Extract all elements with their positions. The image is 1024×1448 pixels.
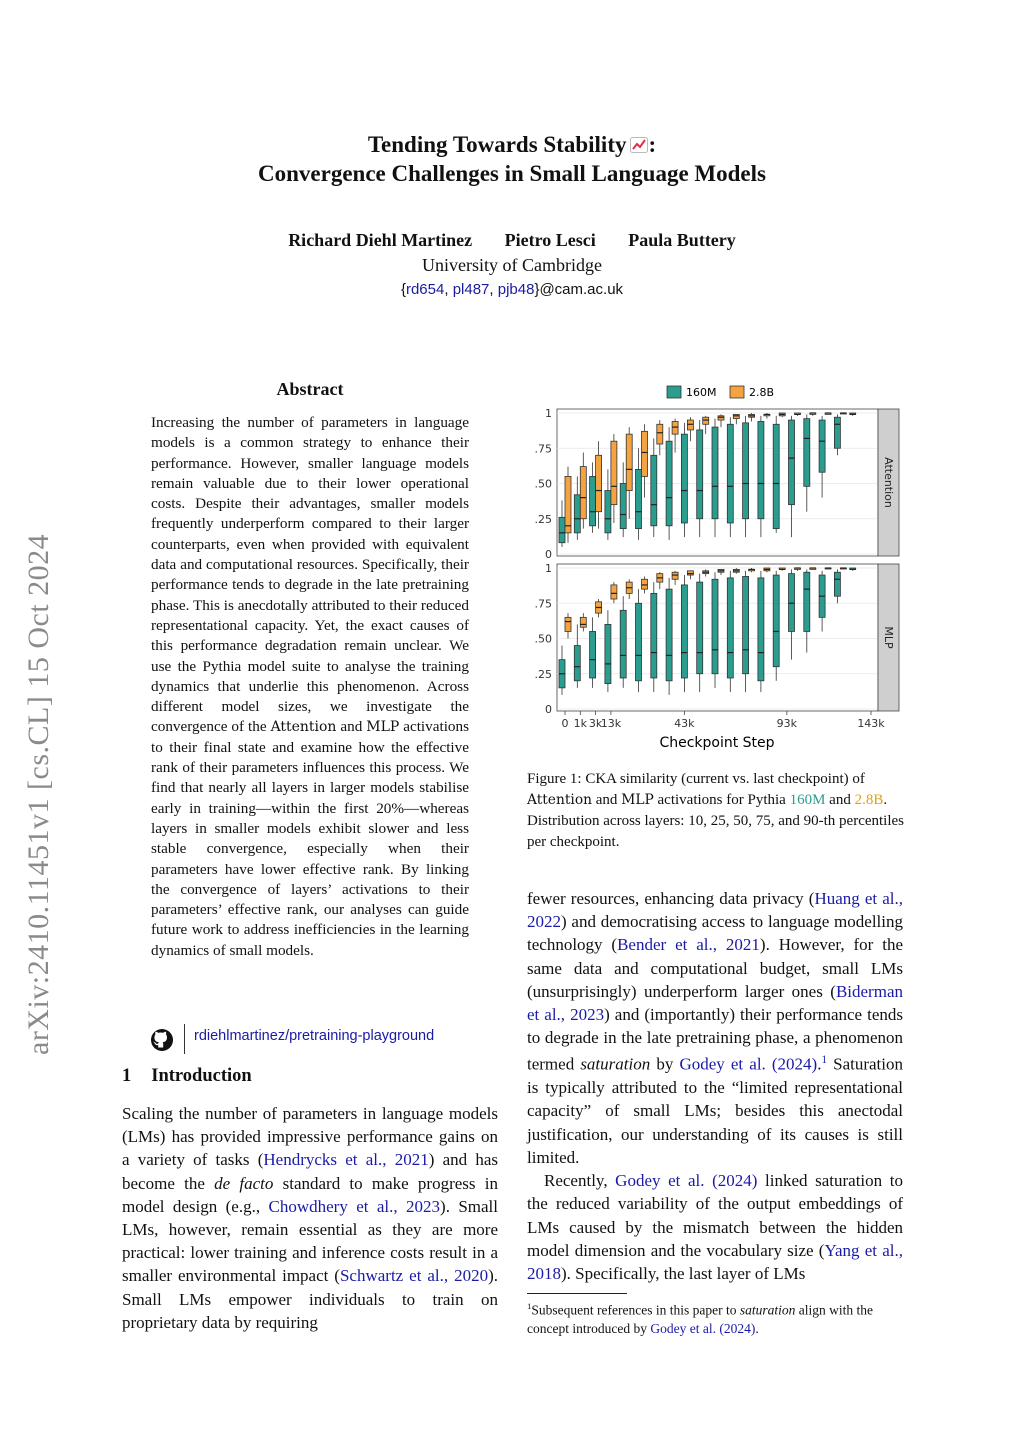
- caption-text: and: [595, 792, 618, 808]
- citation-link[interactable]: Chowdhery et al., 2023: [268, 1196, 441, 1216]
- box-body: [666, 589, 672, 681]
- box-2-8b: [565, 467, 571, 543]
- box-body: [681, 434, 687, 523]
- x-tick-label: 1k: [573, 717, 587, 730]
- citation-link[interactable]: Godey et al. (2024): [650, 1320, 756, 1336]
- box-body: [712, 427, 718, 519]
- box-body: [819, 420, 825, 472]
- caption-model-160m: 160M: [789, 792, 826, 808]
- box-body: [642, 431, 648, 476]
- box-body: [703, 417, 709, 424]
- box-body: [636, 603, 642, 681]
- box-body: [611, 441, 617, 504]
- text: Saturation is typically attributed to the “limited representational capacity” of small LMs; besides this anectodal justification, our understanding of its causes is still limited.: [527, 1055, 904, 1167]
- box-body: [758, 421, 764, 518]
- figure-1-chart: [525, 380, 910, 752]
- box-body: [651, 593, 657, 678]
- body-paragraph: [527, 887, 903, 1169]
- y-tick-label: .75: [534, 597, 552, 611]
- footnote-rule: [527, 1293, 627, 1294]
- paper-title: [0, 130, 1024, 188]
- box-body: [687, 571, 693, 575]
- caption-term-mlp: MLP: [621, 792, 654, 808]
- text: ). Small LMs, however, remain essential as they are more practical: lower training and inference costs result in a smaller environmental impact (: [122, 1196, 498, 1286]
- box-160m: [758, 416, 764, 537]
- box-body: [605, 624, 611, 683]
- author-emails: {rd654, pl487, pjb48}@cam.ac.uk: [400, 281, 624, 298]
- footnote-text: .: [755, 1320, 759, 1336]
- y-tick-label: 0: [545, 703, 552, 716]
- x-tick-label: 13k: [600, 717, 622, 730]
- abstract-body: [151, 413, 469, 961]
- box-2-8b: [840, 568, 846, 569]
- box-2-8b: [810, 568, 816, 569]
- email-brace: {: [400, 281, 406, 298]
- box-body: [789, 420, 795, 505]
- y-tick-label: 1: [545, 562, 552, 575]
- author-name: Paula Buttery: [628, 230, 736, 250]
- box-body: [758, 578, 764, 681]
- box-160m: [743, 571, 749, 692]
- box-body: [565, 476, 571, 532]
- x-tick-label: 43k: [674, 717, 695, 730]
- footnote-marker[interactable]: 1: [821, 1054, 828, 1067]
- box-body: [804, 572, 810, 631]
- text: ). However, for the same data and computational budget, small LMs (unsurprisingly) underperform larger ones (: [527, 935, 903, 1001]
- section-title: Introduction: [151, 1066, 252, 1086]
- y-tick-label: 0: [545, 548, 552, 561]
- box-body: [834, 572, 840, 596]
- citation-link[interactable]: Hendrycks et al., 2021: [263, 1150, 429, 1170]
- box-160m: [666, 578, 672, 695]
- box-2-8b: [840, 413, 846, 414]
- text: ) and has become the: [122, 1150, 498, 1193]
- citation-link[interactable]: Schwartz et al., 2020: [339, 1266, 489, 1286]
- caption-text: activations for Pythia: [657, 792, 786, 808]
- box-body: [620, 484, 626, 529]
- caption-model-2-8b: 2.8B: [854, 792, 884, 808]
- divider: [184, 1024, 185, 1054]
- box-body: [718, 416, 724, 420]
- title-line-1: Tending Towards Stability: [367, 132, 627, 157]
- emphasis: de facto: [214, 1173, 274, 1193]
- box-160m: [620, 596, 626, 688]
- box-body: [620, 610, 626, 678]
- email-link[interactable]: pjb48: [497, 281, 535, 298]
- text: ). Small LMs empower individuals to train on proprietary data by requiring: [122, 1266, 498, 1332]
- box-160m: [743, 416, 749, 537]
- abstract-heading: Abstract: [276, 379, 344, 399]
- box-body: [727, 424, 733, 523]
- box-body: [590, 476, 596, 525]
- box-body: [681, 585, 687, 678]
- box-160m: [773, 571, 779, 681]
- footnote-text: Subsequent references in this paper to: [531, 1302, 740, 1318]
- legend-swatch-2-8b: [730, 386, 744, 398]
- abstract-text: and: [340, 718, 363, 736]
- figure-caption: [527, 769, 905, 853]
- arxiv-side-label: arXiv:2410.11451v1 [cs.CL] 15 Oct 2024: [22, 533, 55, 1055]
- box-body: [733, 414, 739, 418]
- box-body: [559, 517, 565, 542]
- x-tick-label: 0: [561, 717, 569, 730]
- legend-label-160m: 160M: [686, 386, 717, 399]
- caption-term-attention: Attention: [527, 792, 593, 808]
- legend-label-2-8b: 2.8B: [749, 386, 775, 399]
- box-body: [596, 455, 602, 511]
- box-body: [773, 575, 779, 667]
- body-paragraph: [527, 1169, 903, 1285]
- box-160m: [727, 571, 733, 692]
- footnote: [527, 1297, 905, 1338]
- box-160m: [681, 575, 687, 692]
- author-list: [0, 230, 1024, 251]
- chart-legend: [667, 386, 774, 399]
- author-name: Pietro Lesci: [504, 230, 596, 250]
- intro-paragraph: [122, 1102, 498, 1334]
- box-2-8b: [825, 413, 831, 414]
- abstract-text: Increasing the number of parameters in language models is a common strategy to enhance their performance. However, smaller language models remain valuable due to their lower operational costs. Despite their advantages, smaller models frequently underperform compared to their larger counterparts, even when provided with equivalent data and computational resources. Specifically, their performance tends to degrade in the late pretraining phase. This is anecdotally attributed to their reduced representational capacity. Yet, the exact causes of this performance degradation remain unclear. We use the Pythia model suite to analyse the training dynamics that underlie this phenomenon. Across different model sizes, we investigate the convergence of the: [151, 414, 469, 736]
- emphasis: saturation: [580, 1055, 651, 1075]
- text: .: [817, 1055, 822, 1075]
- box-160m: [651, 582, 657, 692]
- text: Scaling the number of parameters in language models (LMs) has provided impressive performance gains on a variety of tasks (: [122, 1104, 498, 1170]
- emphasis: saturation: [739, 1302, 796, 1318]
- y-tick-label: .50: [534, 477, 552, 491]
- x-tick-label: 143k: [857, 717, 885, 730]
- box-body: [590, 631, 596, 678]
- caption-text: . Distribution across layers: 10, 25, 50, 75, and 90-th percentiles per checkpoint.: [527, 792, 905, 850]
- affiliation: University of Cambridge: [422, 255, 602, 275]
- y-tick-label: .75: [534, 442, 552, 456]
- email-link[interactable]: pl487: [452, 281, 490, 298]
- box-body: [605, 491, 611, 533]
- citation-link[interactable]: Huang et al., 2022: [527, 889, 903, 932]
- box-body: [789, 574, 795, 632]
- text: ) and democratising access to language modelling technology (: [527, 912, 903, 955]
- legend-swatch-160m: [667, 386, 681, 398]
- chart-emoji-icon: [630, 137, 648, 153]
- text: by: [650, 1055, 680, 1075]
- y-tick-label: .25: [534, 667, 552, 681]
- text: ). Specifically, the last layer of LMs: [561, 1263, 806, 1283]
- box-160m: [773, 416, 779, 533]
- x-tick-label: 3k: [588, 717, 603, 730]
- panel-strip-label: MLP: [882, 626, 895, 649]
- box-body: [672, 421, 678, 434]
- footnote-text: align with the concept introduced by: [527, 1302, 873, 1336]
- box-body: [642, 579, 648, 589]
- right-column-body: [527, 887, 903, 1285]
- citation-link[interactable]: Godey et al. (2024): [615, 1171, 758, 1191]
- text: standard to make progress in model design (e.g.,: [122, 1173, 498, 1216]
- box-160m: [666, 427, 672, 540]
- box-body: [611, 585, 617, 599]
- y-tick-label: .25: [534, 512, 552, 526]
- box-160m: [758, 571, 764, 692]
- caption-text: and: [829, 792, 851, 808]
- box-body: [834, 417, 840, 448]
- text: linked saturation to the reduced variability of the output embeddings of LMs caused by the mismatch between the hidden model dimension and the vocabulary size (: [527, 1171, 903, 1260]
- y-tick-label: .50: [534, 632, 552, 646]
- abstract-text: activations to their final state and examine how the effective rank of their parameters influences this process. We find that nearly all layers in larger models stabilise early in training—within the first 20%—whereas layers in smaller models exhibit slower and less stable convergence, especially when their parameters have lower effective rank. By linking the convergence of layers’ activations to their parameters’ effective rank, our analyses can guide future work to address inefficiencies in the learning dynamics of small models.: [151, 718, 470, 959]
- repo-link[interactable]: rdiehlmartinez/pretraining-playground: [194, 1028, 435, 1044]
- x-tick-label: 93k: [776, 717, 798, 730]
- caption-text: Figure 1: CKA similarity (current vs. last checkpoint) of: [527, 771, 865, 787]
- box-160m: [727, 417, 733, 537]
- box-2-8b: [825, 568, 831, 569]
- panel-strip-label: Attention: [882, 457, 895, 508]
- box-160m: [636, 589, 642, 692]
- y-tick-label: 1: [545, 407, 552, 420]
- repo-link-row[interactable]: [150, 1022, 480, 1054]
- github-icon: [150, 1028, 174, 1052]
- box-body: [727, 578, 733, 678]
- box-body: [712, 579, 718, 673]
- box-body: [574, 495, 580, 533]
- box-body: [804, 419, 810, 487]
- box-160m: [712, 572, 718, 688]
- box-body: [697, 582, 703, 674]
- box-body: [574, 646, 580, 681]
- box-body: [657, 424, 663, 444]
- box-body: [580, 617, 586, 627]
- box-body: [626, 434, 632, 490]
- box-body: [697, 430, 703, 519]
- box-body: [743, 423, 749, 519]
- box-body: [666, 441, 672, 526]
- citation-link[interactable]: Bender et al., 2021: [617, 935, 760, 955]
- text: Recently,: [544, 1171, 616, 1191]
- email-link[interactable]: rd654: [405, 281, 445, 298]
- abstract-term-attention: Attention: [270, 719, 337, 736]
- panel-attention: [535, 407, 900, 561]
- box-body: [773, 424, 779, 528]
- title-line-1-suffix: :: [648, 132, 657, 157]
- box-body: [636, 469, 642, 528]
- citation-link[interactable]: Biderman et al., 2023: [527, 981, 903, 1025]
- panel-mlp: [535, 562, 900, 716]
- box-body: [743, 576, 749, 673]
- citation-link[interactable]: Yang et al., 2018: [527, 1240, 903, 1283]
- section-heading: [122, 1066, 252, 1087]
- box-body: [672, 572, 678, 579]
- box-body: [651, 455, 657, 526]
- box-body: [565, 617, 571, 631]
- email-domain: }@cam.ac.uk: [534, 281, 624, 298]
- author-name: Richard Diehl Martinez: [288, 230, 473, 250]
- abstract-term-mlp: MLP: [366, 719, 400, 736]
- citation-link[interactable]: Godey et al. (2024): [679, 1055, 818, 1075]
- text: fewer resources, enhancing data privacy (: [527, 889, 815, 908]
- title-line-2: Convergence Challenges in Small Language Models: [258, 161, 766, 186]
- footnote-mark: 1: [527, 1301, 532, 1311]
- box-160m: [681, 423, 687, 537]
- x-axis-label: Checkpoint Step: [659, 735, 775, 751]
- section-number: 1: [122, 1066, 132, 1086]
- box-body: [687, 420, 693, 430]
- text: ) and (importantly) their performance tends to degrade in the late pretraining phase, a phenomenon termed: [527, 1005, 903, 1075]
- box-body: [580, 467, 586, 519]
